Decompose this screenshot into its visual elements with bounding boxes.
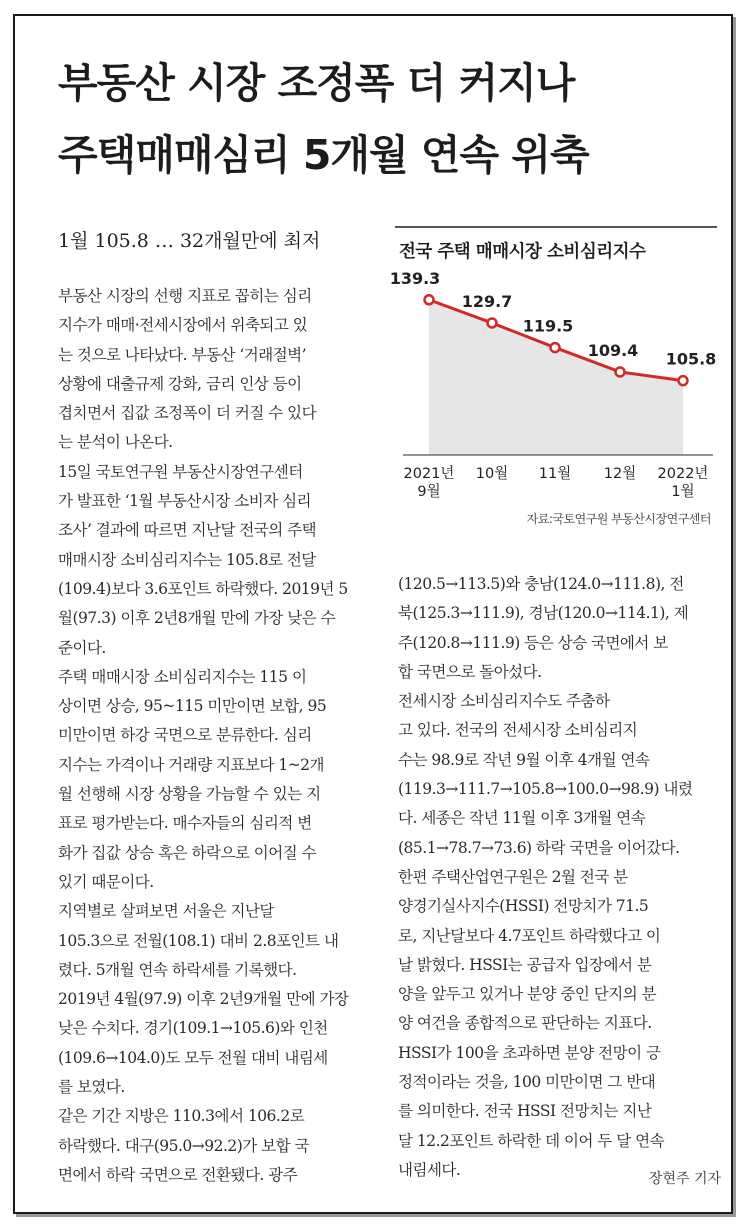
chart-title: 전국 주택 매매시장 소비심리지수 (399, 242, 646, 262)
body-line: 지수가 매매·전세시장에서 위축되고 있 (58, 316, 308, 335)
x-tick-label: 9월 (417, 484, 441, 500)
data-point (551, 343, 560, 352)
data-point (679, 376, 688, 385)
body-column-right (398, 570, 716, 1185)
body-line: 같은 기간 지방은 110.3에서 106.2로 (58, 1107, 305, 1126)
body-line: (109.4)보다 3.6포인트 하락했다. 2019년 5 (58, 579, 348, 598)
body-line: 가 발표한 ‘1월 부동산시장 소비자 심리 (58, 492, 312, 511)
data-label: 129.7 (461, 291, 513, 311)
body-line: (85.1→78.7→73.6) 하락 국면을 이어갔다. (398, 838, 680, 857)
x-tick-label: 11월 (538, 466, 572, 482)
headline-line-1: 부동산 시장 조정폭 더 커지나 (58, 59, 575, 107)
body-line: 내림세다. (398, 1160, 461, 1179)
body-line: (109.6→104.0)도 모두 전월 대비 내림세 (58, 1048, 328, 1067)
body-line: 양을 앞두고 있거나 분양 중인 단지의 분 (398, 985, 657, 1004)
x-tick-label: 1월 (671, 484, 695, 500)
body-line: 고 있다. 전국의 전세시장 소비심리지 (398, 721, 638, 740)
body-line: 지역별로 살펴보면 서울은 지난달 (58, 902, 274, 921)
body-line: 날 밝혔다. HSSI는 공급자 입장에서 분 (398, 955, 652, 974)
body-line: (120.5→113.5)와 충남(124.0→111.8), 전 (398, 575, 684, 593)
body-column-left (58, 282, 376, 1190)
byline: 장현주 기자 (648, 1171, 721, 1187)
body-line: 표로 평가받는다. 매수자들의 심리적 변 (58, 814, 312, 833)
headline-line-2: 주택매매심리 5개월 연속 위축 (58, 131, 589, 179)
body-line: 낮은 수치다. 경기(109.1→105.6)와 인천 (58, 1019, 328, 1038)
body-line: 주택 매매시장 소비심리지수는 115 이 (58, 667, 307, 686)
body-line: 는 분석이 나온다. (58, 433, 173, 452)
x-tick-label: 12월 (603, 466, 637, 482)
data-label: 109.4 (587, 340, 639, 360)
body-line: 정적이라는 것을, 100 미만이면 그 반대 (398, 1073, 656, 1092)
body-line: 화가 집값 상승 혹은 하락으로 이어질 수 (58, 843, 317, 862)
body-line: 다. 세종은 작년 11월 이후 3개월 연속 (398, 809, 646, 828)
data-point (488, 318, 497, 327)
body-line: 주(120.8→111.9) 등은 상승 국면에서 보 (398, 633, 668, 652)
body-line: 합 국면으로 돌아섰다. (398, 662, 542, 681)
body-line: 수는 98.9로 작년 9월 이후 4개월 연속 (398, 750, 650, 769)
body-line: 한편 주택산업연구원은 2월 전국 분 (398, 867, 628, 886)
body-line: 를 보였다. (58, 1078, 125, 1097)
body-line: 매매시장 소비심리지수는 105.8로 전달 (58, 550, 316, 569)
body-line: 상황에 대출규제 강화, 금리 인상 등이 (58, 374, 302, 393)
x-tick-label: 10월 (475, 466, 509, 482)
data-label: 139.3 (389, 268, 441, 288)
body-line: 105.3으로 전월(108.1) 대비 2.8포인트 내 (58, 931, 339, 950)
body-line: 조사’ 결과에 따르면 지난달 전국의 주택 (58, 521, 317, 540)
body-line: (119.3→111.7→105.8→100.0→98.9) 내렸 (398, 780, 693, 799)
data-label: 105.8 (665, 349, 717, 369)
body-line: 북(125.3→111.9), 경남(120.0→114.1), 제 (398, 604, 689, 623)
body-line: 상이면 상승, 95~115 미만이면 보합, 95 (58, 697, 327, 716)
subheadline: 1월 105.8 … 32개월만에 최저 (58, 230, 321, 252)
body-line: 있기 때문이다. (58, 872, 154, 891)
x-tick-label: 2022년 (657, 466, 709, 482)
body-line: 부동산 시장의 선행 지표로 꼽히는 심리 (58, 287, 312, 305)
body-line: 렸다. 5개월 연속 하락세를 기록했다. (58, 960, 297, 979)
body-line: 전세시장 소비심리지수도 주춤하 (398, 692, 610, 711)
body-line: 하락했다. 대구(95.0→92.2)가 보합 국 (58, 1136, 310, 1155)
body-line: 월 선행해 시장 상황을 가늠할 수 있는 지 (58, 785, 321, 804)
body-line: 15일 국토연구원 부동산시장연구센터 (58, 462, 303, 481)
chart-source: 자료:국토연구원 부동산시장연구센터 (526, 512, 711, 526)
body-line: 준이다. (58, 638, 106, 657)
x-tick-label: 2021년 (403, 466, 455, 482)
body-line: 미만이면 하강 국면으로 분류한다. 심리 (58, 726, 312, 745)
body-line: 2019년 4월(97.9) 이후 2년9개월 만에 가장 (58, 990, 349, 1009)
chart-plot (389, 226, 719, 506)
body-line: 는 것으로 나타났다. 부동산 ‘거래절벽’ (58, 345, 307, 364)
data-point (425, 295, 434, 304)
body-line: 로, 지난달보다 4.7포인트 하락했다고 이 (398, 926, 661, 945)
body-line: 겹치면서 집값 조정폭이 더 커질 수 있다 (58, 404, 317, 423)
body-line: 월(97.3) 이후 2년8개월 만에 가장 낮은 수 (58, 609, 336, 628)
body-line: 양 여건을 종합적으로 판단하는 지표다. (398, 1014, 652, 1033)
chart (389, 226, 719, 536)
body-line: 를 의미한다. 전국 HSSI 전망치는 지난 (398, 1102, 652, 1121)
body-line: 면에서 하락 국면으로 전환됐다. 광주 (58, 1165, 298, 1184)
body-line: HSSI가 100을 초과하면 분양 전망이 긍 (398, 1043, 661, 1062)
body-line: 지수는 가격이나 거래량 지표보다 1~2개 (58, 755, 325, 774)
data-point (616, 367, 625, 376)
body-line: 달 12.2포인트 하락한 데 이어 두 달 연속 (398, 1131, 665, 1150)
data-label: 119.5 (522, 316, 574, 336)
body-line: 양경기실사지수(HSSI) 전망치가 71.5 (398, 897, 649, 916)
